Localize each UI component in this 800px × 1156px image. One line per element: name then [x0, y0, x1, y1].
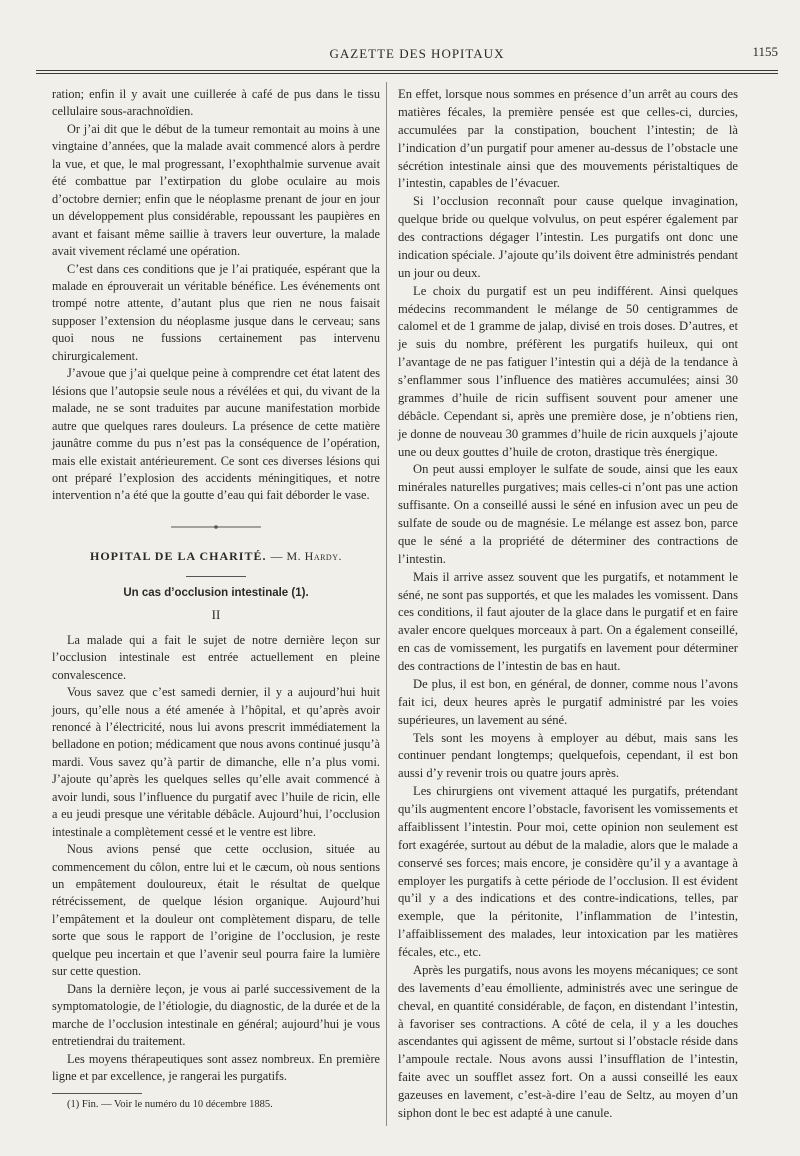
heading-rule — [186, 576, 246, 577]
footnote: (1) Fin. — Voir le numéro du 10 décembre 1885. — [67, 1099, 273, 1111]
paragraph: Mais il arrive assez souvent que les purgatifs, et notamment le séné, ne sont pas supportés, et que les malades les vomissent. Dans ces conditions, il faut ajouter de la glace dans le purgatif et en faire avaler encore quelques morceaux à part. On a également conseillé, en cas de vomissement, les purgatifs en lavement pour déterminer des contractions de l’intestin de bas en haut. — [398, 569, 738, 673]
section-author: — M. Hardy. — [270, 549, 342, 564]
lesson-number: II — [211, 607, 221, 623]
section-ornament — [52, 519, 380, 536]
left-column — [52, 86, 380, 1112]
paragraph: Les chirurgiens ont vivement attaqué les purgatifs, prétendant qu’ils augmentent encore l’obstacle, favorisent les vomissements et affaiblissent l’intestin. Pour moi, cette opinion non seulement est fort exagérée, surtout au début de la maladie, alors que le malade a conservé ses forces; mais encore, je considère qu’il y a avantage à employer les purgatifs à cette période de l’occlusion. Il est évident qu’il y a des indications et des contre-indications, telles, par exemple, que la péritonite, l’inflammation de l’intestin, l’affaiblissement des malades, leur intoxication par les matières fécales, etc., etc. — [398, 784, 738, 959]
header-rule — [36, 70, 778, 71]
paragraph: Dans la dernière leçon, je vous ai parlé successivement de la symptomatologie, de l’étiologie, du diagnostic, de la durée et de la marche de l’occlusion intestinale en général; aujourd’hui je vous entretiendrai du traitement. — [52, 981, 380, 1049]
footnote-rule — [52, 1093, 142, 1094]
paragraph: La malade qui a fait le sujet de notre dernière leçon sur l’occlusion intestinale est entrée actuellement en pleine convalescence. — [52, 632, 380, 682]
paragraph: J’avoue que j’ai quelque peine à comprendre cet état latent des lésions que l’autopsie seule nous a révélées et qui, du vivant de la malade, ne se sont traduites par aucune manifestation morbide autre que quelques rares douleurs. La présence de cette matière jaunâtre comme du pus n’est pas la conséquence de l’opération, mais elle existait antérieurement. Ce sont ces diverses lésions qui ont préparé l’explosion des accidents méningitiques, et notre intervention n’a été que la goutte d’eau qui fait déborder le vase. — [52, 366, 380, 503]
lesson-title: Un cas d’occlusion intestinale (1). — [123, 586, 309, 599]
paragraph: Nous avions pensé que cette occlusion, située au commencement du côlon, entre lui et le cæcum, où nous sentions un empâtement douloureux, était le résultat de quelque rétrécissement, de quelque lésion organique. Aujourd’hui l’empâtement et la douleur ont complètement disparu, de telle sorte que sous le rapport de l’origine de l’occlusion, je reste quelque peu incertain et que l’avenir seul pourra faire la lumière sur cette question. — [52, 842, 380, 979]
paragraph: Tels sont les moyens à employer au début, mais sans les continuer pendant longtemps; quelquefois, cependant, il est bon aussi d’y revenir trois ou quatre jours après. — [398, 730, 738, 781]
paragraph: Les moyens thérapeutiques sont assez nombreux. En première ligne et par excellence, je rangerai les purgatifs. — [52, 1051, 380, 1084]
paragraph: On peut aussi employer le sulfate de soude, ainsi que les eaux minérales naturelles purgatives; mais celles-ci n’ont pas une action suffisante. On a conseillé aussi le séné en infusion avec un peu de sulfate de soude ou de magnésie. Le mélange est assez bon, parce que le séné a la propriété de déterminer des contractions de l’intestin. — [398, 462, 738, 566]
paragraph: Si l’occlusion reconnaît pour cause quelque invagination, quelque bride ou quelque volvulus, on peut espérer également par des contractions dégager l’intestin. Les purgatifs ont donc une indication spéciale. J’ajoute qu’ils doivent être administrés pendant un jour ou deux. — [398, 194, 738, 280]
paragraph: Vous savez que c’est samedi dernier, il y a aujourd’hui huit jours, qu’elle nous a été amenée à l’hôpital, et qu’après avoir renoncé à l’électricité, nous lui avons prescrit immédiatement la belladone en potion; médicament que nous avons continué jusqu’à mardi. Vous savez qu’à partir de dimanche, elle n’a plus vomi. J’ajoute qu’après les quelques selles qu’elle avait commencé à avoir lundi, sous l’influence du purgatif avec l’huile de ricin, elle a eu jeudi presque une véritable débâcle. Aujourd’hui, l’occlusion intestinale a complètement cessé et le ventre est libre. — [52, 685, 380, 839]
page-number: 1155 — [752, 44, 778, 59]
paragraph: ration; enfin il y avait une cuillerée à café de pus dans le tissu cellulaire sous-arachnoïdien. — [52, 87, 380, 119]
journal-title: GAZETTE DES HOPITAUX — [329, 46, 505, 61]
paragraph: C’est dans ces conditions que je l’ai pratiquée, espérant que la malade en éprouverait un véritable bénéfice. Les événements ont trompé notre attente, d’autant plus que rien ne nous faisait supposer l’extension du néoplasme jusque dans le cerveau; sans quoi nous ne fussions certainement pas intervenu chirurgicalement. — [52, 261, 380, 363]
paragraph: De plus, il est bon, en général, de donner, comme nous l’avons fait ici, deux heures après le purgatif administré par les voies supérieures, un lavement au séné. — [398, 676, 738, 727]
section-heading — [52, 548, 380, 565]
paragraph: Le choix du purgatif est un peu indifférent. Ainsi quelques médecins recommandent le mélange de 50 centigrammes de calomel et de 1 gramme de jalap, divisé en trois doses. D’autres, et je suis du nombre, préfèrent les purgatifs huileux, qui ont l’avantage de ne pas fatiguer l’intestin qui a déjà de la tendance à s’enflammer sous l’influence des matières accumulées; ainsi 30 grammes d’huile de ricin suffisent souvent pour amener une débâcle. Cependant si, après une première dose, je n’obtiens rien, je donne de nouveau 30 grammes d’huile de ricin auxquels j’ajoute une ou deux gouttes d’huile de croton, drastique très énergique. — [398, 283, 738, 459]
ornament-rule-icon — [171, 524, 261, 530]
column-divider — [386, 82, 387, 1126]
right-column — [398, 86, 738, 1123]
paragraph: En effet, lorsque nous sommes en présence d’un arrêt au cours des matières fécales, la première pensée est que celles-ci, durcies, accumulées par la constipation, bouchent l’intestin; de là l’indication d’un purgatif pour amener au-dessus de l’obstacle une sécrétion intestinale ainsi que des mouvements péristaltiques de l’intestin, capables de l’évacuer. — [398, 87, 738, 191]
paragraph: Après les purgatifs, nous avons les moyens mécaniques; ce sont des lavements d’eau émolliente, administrés avec une seringue de cheval, en quantité considérable, de façon, en distendant l’intestin, à favoriser ses contractions. A côté de cela, il y a les douches ascendantes qui agissent de même, surtout si l’obstacle réside dans l’ampoule rectale. Nous avons aussi l’insufflation de l’intestin, faite avec un soufflet assez fort. On a aussi conseillé les eaux gazeuses en lavement, c’est-à-dire l’eau de Seltz, au moyen d’un siphon dont le bec est adapté à une canule. — [398, 962, 738, 1120]
paragraph: Or j’ai dit que le début de la tumeur remontait au moins à une vingtaine d’années, que la malade avait commencé alors à perdre la vue, et que, le mal progressant, l’exophthalmie survenue avait été combattue par l’extirpation du globe oculaire au mois d’octobre dernier; enfin que le néoplasme prenant de jour en jour un développement plus considérable, repoussant les paupières en avant et faisant même saillie à travers leur ouverture, la malade avait vivement réclamé une opération. — [52, 121, 380, 259]
header-rule-double — [36, 73, 778, 74]
page-header — [56, 40, 778, 66]
section-title: HOPITAL DE LA CHARITÉ. — [90, 549, 267, 564]
